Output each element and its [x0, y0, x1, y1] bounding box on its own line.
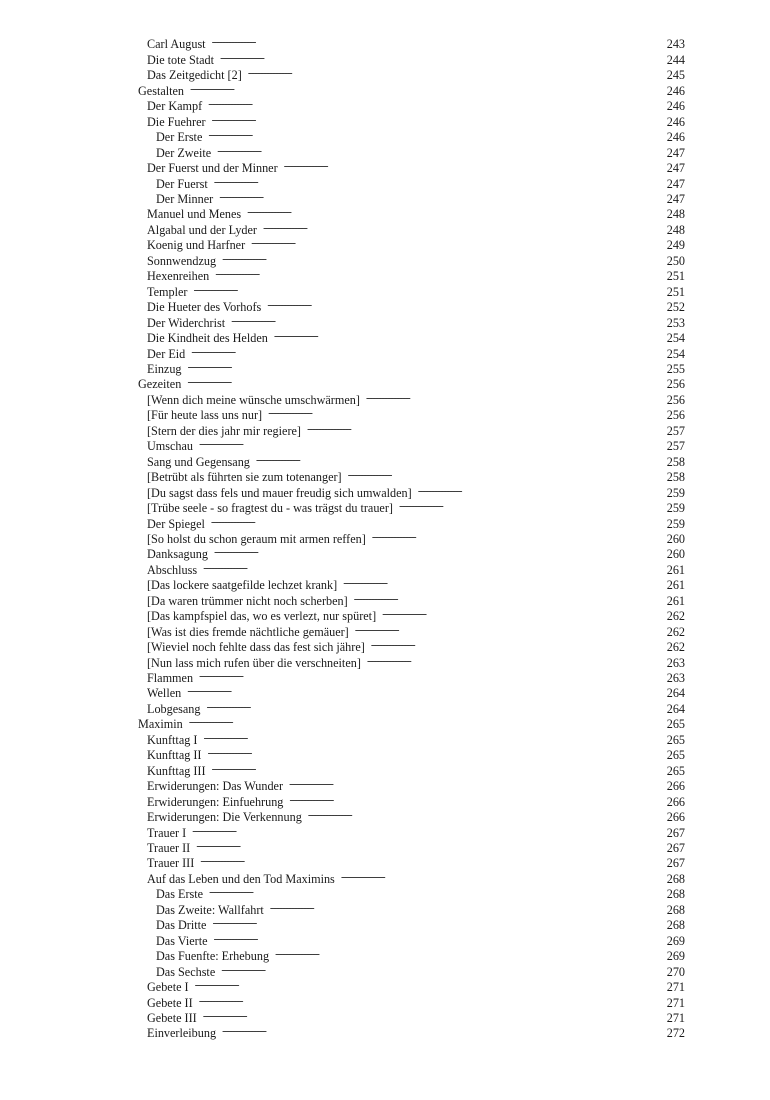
dot-leader — [190, 79, 661, 94]
toc-entry[interactable] — [138, 713, 685, 732]
toc-entry-title: Das Fuenfte: Erhebung — [156, 949, 270, 964]
dot-leader — [270, 898, 661, 913]
toc-entry-page-number: 248 — [666, 222, 685, 237]
toc-entry[interactable] — [138, 296, 685, 315]
toc-entry-title: [Das lockere saatgefilde lechzet krank] — [147, 578, 338, 593]
toc-entry-page-number: 246 — [666, 114, 685, 129]
toc-entry-title: Flammen — [147, 671, 194, 686]
toc-entry-page-number: 271 — [666, 1011, 685, 1025]
toc-entry-title: Algabal und der Lyder — [147, 222, 257, 237]
toc-entry[interactable] — [138, 141, 685, 160]
toc-entry-title: Der Fuerst — [156, 176, 208, 191]
toc-entry-title: Die Hueter des Vorhofs — [147, 300, 262, 315]
toc-entry-page-number: 247 — [666, 145, 685, 160]
toc-entry-title: Lobgesang — [147, 701, 201, 716]
dot-leader — [251, 234, 661, 249]
dot-leader — [199, 991, 661, 1006]
dot-leader — [212, 33, 661, 48]
toc-entry[interactable] — [138, 682, 685, 701]
toc-entry-title: Hexenreihen — [147, 269, 210, 284]
dot-leader — [214, 543, 661, 558]
dot-leader — [217, 141, 661, 156]
toc-entry[interactable] — [138, 543, 685, 562]
toc-entry[interactable] — [138, 126, 685, 145]
toc-entry[interactable] — [138, 110, 685, 129]
dot-leader — [203, 558, 661, 573]
toc-entry[interactable] — [138, 33, 685, 52]
dot-leader — [189, 713, 661, 728]
toc-entry-title: [Was ist dies fremde nächtliche gemäuer] — [147, 624, 349, 639]
dot-leader — [372, 528, 661, 543]
toc-entry-title: Gezeiten — [138, 377, 182, 392]
toc-entry-title: Wellen — [147, 686, 182, 701]
toc-entry-title: Kunfttag I — [147, 732, 198, 747]
toc-entry-title: Das Sechste — [156, 964, 216, 979]
toc-entry-title: Gebete I — [147, 980, 189, 995]
dot-leader — [211, 512, 661, 527]
toc-entry-title: Danksagung — [147, 547, 208, 562]
dot-leader — [274, 327, 661, 342]
toc-entry-page-number: 246 — [666, 83, 685, 98]
toc-entry[interactable] — [138, 837, 685, 856]
toc-entry-page-number: 261 — [666, 562, 685, 577]
toc-entry[interactable] — [138, 883, 685, 902]
toc-entry-page-number: 270 — [666, 964, 685, 979]
toc-entry-title: Der Erste — [156, 130, 203, 145]
toc-entry-title: [Das kampfspiel das, wo es verlezt, nur spüret] — [147, 609, 377, 624]
dot-leader — [215, 265, 661, 280]
toc-entry-title: Auf das Leben und den Tod Maximins — [147, 871, 335, 886]
dot-leader — [289, 775, 661, 790]
toc-entry-title: Manuel und Menes — [147, 207, 242, 222]
toc-entry-title: Kunfttag III — [147, 763, 206, 778]
dot-leader — [220, 48, 661, 63]
dot-leader — [275, 945, 661, 960]
toc-entry-page-number: 261 — [666, 578, 685, 593]
toc-entry[interactable] — [138, 388, 685, 407]
toc-entry[interactable] — [138, 48, 685, 67]
toc-entry-page-number: 265 — [666, 732, 685, 747]
toc-entry[interactable] — [138, 929, 685, 948]
dot-leader — [214, 929, 662, 944]
dot-leader — [221, 960, 661, 975]
toc-entry-page-number: 256 — [666, 392, 685, 407]
toc-entry-page-number: 254 — [666, 331, 685, 346]
toc-entry-page-number: 263 — [666, 671, 685, 686]
toc-entry-page-number: 268 — [666, 918, 685, 933]
toc-entry-title: Der Eid — [147, 346, 186, 361]
toc-entry-page-number: 260 — [666, 547, 685, 562]
toc-entry[interactable] — [138, 558, 685, 577]
toc-entry-page-number: 267 — [666, 825, 685, 840]
toc-entry-title: Die Kindheit des Helden — [147, 331, 268, 346]
toc-entry-page-number: 262 — [666, 624, 685, 639]
toc-entry-page-number: 267 — [666, 856, 685, 871]
toc-entry[interactable] — [138, 852, 685, 871]
toc-entry-page-number: 248 — [666, 207, 685, 222]
toc-entry-page-number: 260 — [666, 531, 685, 546]
toc-entry-title: Das Vierte — [156, 933, 208, 948]
toc-entry-page-number: 247 — [666, 176, 685, 191]
dot-leader — [348, 466, 661, 481]
toc-entry-title: Gebete III — [147, 1011, 197, 1025]
toc-entry-page-number: 266 — [666, 779, 685, 794]
toc-entry[interactable] — [138, 667, 685, 686]
dot-leader — [195, 976, 661, 991]
toc-entry-page-number: 267 — [666, 841, 685, 856]
toc-entry-page-number: 266 — [666, 810, 685, 825]
dot-leader — [366, 388, 661, 403]
dot-leader — [212, 759, 661, 774]
toc-entry-title: [So holst du schon geraum mit armen reffen] — [147, 531, 366, 546]
toc-entry-page-number: 259 — [666, 516, 685, 531]
toc-entry-page-number: 258 — [666, 470, 685, 485]
toc-entry[interactable] — [138, 574, 685, 593]
dot-leader — [289, 790, 661, 805]
toc-entry-title: [Wenn dich meine wünsche umschwärmen] — [147, 392, 360, 407]
toc-entry-page-number: 244 — [666, 52, 685, 67]
dot-leader — [247, 203, 661, 218]
toc-entry-page-number: 271 — [666, 980, 685, 995]
toc-entry-title: Gestalten — [138, 83, 185, 98]
toc-entry-page-number: 256 — [666, 408, 685, 423]
toc-entry-title: Der Widerchrist — [147, 315, 226, 330]
toc-entry-title: [Du sagst dass fels und mauer freudig sich umwalden] — [147, 485, 412, 500]
toc-entry-page-number: 245 — [666, 68, 685, 83]
toc-entry[interactable] — [138, 728, 685, 747]
dot-leader — [208, 95, 661, 110]
toc-entry[interactable] — [138, 265, 685, 284]
toc-entry-page-number: 272 — [666, 1026, 685, 1041]
dot-leader — [208, 744, 662, 759]
toc-entry-title: Das Dritte — [156, 918, 207, 933]
toc-entry-title: Maximin — [138, 717, 183, 732]
toc-entry-title: [Da waren trümmer nicht noch scherben] — [147, 593, 348, 608]
toc-entry-title: Das Zeitgedicht [2] — [147, 68, 242, 83]
dot-leader — [200, 852, 661, 867]
dot-leader — [399, 497, 661, 512]
toc-entry[interactable] — [138, 991, 685, 1010]
dot-leader — [231, 311, 661, 326]
toc-entry-title: Umschau — [147, 439, 194, 454]
toc-entry-title: Der Minner — [156, 191, 214, 206]
toc-entry-page-number: 246 — [666, 130, 685, 145]
toc-entry[interactable] — [138, 79, 685, 98]
toc-entry-page-number: 269 — [666, 949, 685, 964]
toc-entry-title: [Betrübt als führten sie zum totenanger] — [147, 470, 342, 485]
toc-entry-page-number: 258 — [666, 454, 685, 469]
dot-leader — [191, 342, 661, 357]
toc-entry-title: Trauer II — [147, 841, 191, 856]
toc-entry-page-number: 251 — [666, 284, 685, 299]
dot-leader — [382, 605, 661, 620]
toc-entry-page-number: 263 — [666, 655, 685, 670]
toc-entry[interactable] — [138, 775, 685, 794]
toc-entry-page-number: 265 — [666, 748, 685, 763]
toc-entry-page-number: 251 — [666, 269, 685, 284]
toc-entry-page-number: 257 — [666, 423, 685, 438]
dot-leader — [203, 728, 661, 743]
toc-entry-page-number: 255 — [666, 361, 685, 376]
dot-leader — [371, 636, 661, 651]
toc-entry-page-number: 254 — [666, 346, 685, 361]
toc-entry-page-number: 259 — [666, 485, 685, 500]
toc-entry[interactable] — [138, 95, 685, 114]
toc-entry-title: Kunfttag II — [147, 748, 202, 763]
dot-leader — [214, 172, 661, 187]
toc-entry-page-number: 271 — [666, 995, 685, 1010]
dot-leader — [187, 373, 661, 388]
toc-entry-title: Der Kampf — [147, 99, 203, 114]
toc-entry[interactable] — [138, 1022, 685, 1041]
dot-leader — [193, 280, 661, 295]
dot-leader — [284, 157, 661, 172]
toc-entry-page-number: 268 — [666, 902, 685, 917]
toc-entry-page-number: 261 — [666, 593, 685, 608]
table-of-contents — [138, 33, 685, 1041]
toc-entry-title: Der Zweite — [156, 145, 212, 160]
toc-entry-title: Erwiderungen: Einfuehrung — [147, 794, 284, 809]
dot-leader — [206, 697, 661, 712]
toc-entry[interactable] — [138, 821, 685, 840]
toc-entry[interactable] — [138, 450, 685, 469]
dot-leader — [268, 404, 661, 419]
toc-entry-title: Sonnwendzug — [147, 253, 217, 268]
dot-leader — [203, 1007, 661, 1022]
toc-entry-title: Carl August — [147, 37, 206, 52]
toc-entry[interactable] — [138, 157, 685, 176]
dot-leader — [256, 450, 661, 465]
toc-entry-title: [Für heute lass uns nur] — [147, 408, 263, 423]
dot-leader — [209, 883, 661, 898]
toc-entry[interactable] — [138, 203, 685, 222]
dot-leader — [267, 296, 661, 311]
dot-leader — [208, 126, 661, 141]
toc-entry[interactable] — [138, 759, 685, 778]
toc-entry-page-number: 264 — [666, 701, 685, 716]
toc-entry-page-number: 253 — [666, 315, 685, 330]
toc-entry-title: Templer — [147, 284, 188, 299]
toc-entry-title: Der Spiegel — [147, 516, 205, 531]
toc-entry[interactable] — [138, 898, 685, 917]
toc-entry-title: Erwiderungen: Die Verkennung — [147, 810, 302, 825]
toc-entry[interactable] — [138, 867, 685, 886]
toc-entry-page-number: 249 — [666, 238, 685, 253]
toc-entry-title: Sang und Gegensang — [147, 454, 250, 469]
toc-entry[interactable] — [138, 1007, 685, 1025]
dot-leader — [212, 914, 661, 929]
toc-entry[interactable] — [138, 280, 685, 299]
toc-entry-page-number: 262 — [666, 609, 685, 624]
dot-leader — [343, 574, 661, 589]
toc-entry-title: Die Fuehrer — [147, 114, 206, 129]
toc-entry-page-number: 264 — [666, 686, 685, 701]
toc-entry[interactable] — [138, 342, 685, 361]
toc-entry[interactable] — [138, 976, 685, 995]
toc-entry-title: [Trübe seele - so fragtest du - was trägst du trauer] — [147, 501, 393, 516]
toc-entry-title: Trauer III — [147, 856, 195, 871]
toc-entry[interactable] — [138, 172, 685, 191]
toc-entry-page-number: 268 — [666, 871, 685, 886]
toc-entry-title: Abschluss — [147, 562, 198, 577]
toc-entry-title: Koenig und Harfner — [147, 238, 246, 253]
dot-leader — [355, 620, 661, 635]
toc-entry-title: Das Zweite: Wallfahrt — [156, 902, 264, 917]
toc-entry-page-number: 257 — [666, 439, 685, 454]
dot-leader — [219, 188, 661, 203]
toc-entry-page-number: 256 — [666, 377, 685, 392]
dot-leader — [248, 64, 661, 79]
toc-entry-title: [Wieviel noch fehlte dass das fest sich jähre] — [147, 640, 365, 655]
toc-entry[interactable] — [138, 512, 685, 531]
toc-entry-page-number: 246 — [666, 99, 685, 114]
dot-leader — [187, 682, 661, 697]
toc-entry-page-number: 269 — [666, 933, 685, 948]
toc-entry-page-number: 250 — [666, 253, 685, 268]
toc-entry[interactable] — [138, 373, 685, 392]
dot-leader — [418, 481, 661, 496]
toc-entry-title: Erwiderungen: Das Wunder — [147, 779, 284, 794]
toc-entry[interactable] — [138, 358, 685, 376]
dot-leader — [199, 667, 661, 682]
dot-leader — [188, 358, 661, 373]
toc-entry-title: Gebete II — [147, 995, 193, 1010]
dot-leader — [308, 806, 661, 821]
toc-entry-page-number: 268 — [666, 887, 685, 902]
toc-entry-title: Trauer I — [147, 825, 187, 840]
toc-entry[interactable] — [138, 188, 685, 206]
dot-leader — [341, 867, 661, 882]
dot-leader — [212, 110, 661, 125]
toc-entry-page-number: 247 — [666, 191, 685, 206]
toc-entry[interactable] — [138, 64, 685, 83]
toc-entry[interactable] — [138, 914, 685, 933]
toc-entry-title: Einzug — [147, 361, 182, 376]
dot-leader — [263, 218, 661, 233]
toc-entry-page-number: 265 — [666, 763, 685, 778]
toc-entry-page-number: 247 — [666, 161, 685, 176]
toc-entry-page-number: 262 — [666, 640, 685, 655]
dot-leader — [222, 1022, 661, 1037]
toc-entry-title: Das Erste — [156, 887, 204, 902]
toc-entry-title: [Nun lass mich rufen über die verschneiten] — [147, 655, 361, 670]
dot-leader — [192, 821, 661, 836]
toc-entry[interactable] — [138, 697, 685, 716]
toc-entry-page-number: 259 — [666, 501, 685, 516]
toc-entry-title: Die tote Stadt — [147, 52, 215, 67]
toc-entry-title: Der Fuerst und der Minner — [147, 161, 278, 176]
toc-entry-page-number: 243 — [666, 37, 685, 52]
dot-leader — [354, 589, 661, 604]
toc-entry-title: [Stern der dies jahr mir regiere] — [147, 423, 301, 438]
toc-entry[interactable] — [138, 435, 685, 454]
toc-entry-page-number: 265 — [666, 717, 685, 732]
dot-leader — [307, 419, 661, 434]
dot-leader — [196, 837, 661, 852]
dot-leader — [367, 651, 661, 666]
toc-entry-page-number: 266 — [666, 794, 685, 809]
toc-entry-page-number: 252 — [666, 300, 685, 315]
toc-entry[interactable] — [138, 744, 685, 763]
toc-entry[interactable] — [138, 945, 685, 964]
toc-entry[interactable] — [138, 528, 685, 546]
toc-entry-title: Einverleibung — [147, 1026, 217, 1041]
dot-leader — [222, 249, 661, 264]
dot-leader — [199, 435, 661, 450]
